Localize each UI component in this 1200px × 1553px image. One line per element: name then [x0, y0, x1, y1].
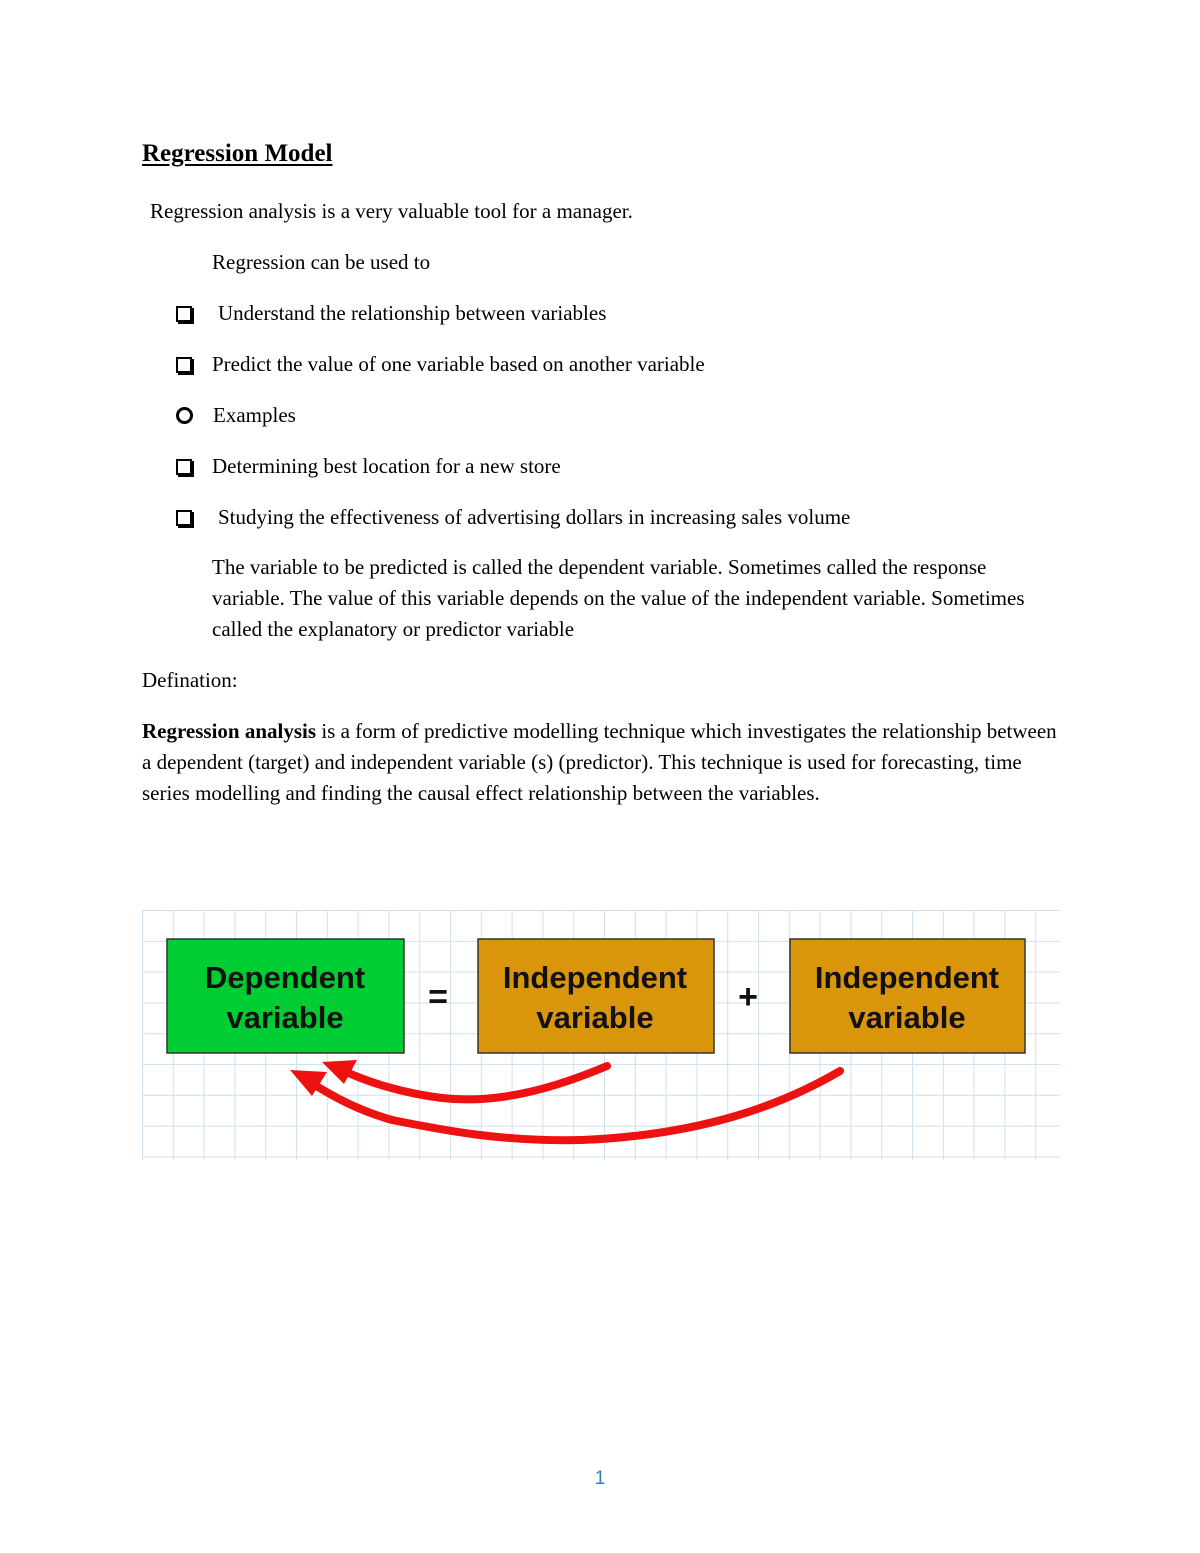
checkbox-bullet-icon	[176, 306, 192, 322]
definition-term: Regression analysis	[142, 719, 317, 743]
dependent-box-line1: Dependent	[204, 960, 366, 995]
page-number: 1	[594, 1468, 606, 1489]
regression-equation-diagram	[142, 910, 1060, 1160]
checkbox-bullet-icon	[176, 357, 192, 373]
dependent-variable-paragraph: The variable to be predicted is called the dependent variable. Sometimes called the response variable. The value of this variable depends on the value of the independent variable. Sometimes called the explanatory or predictor variable	[212, 555, 1025, 641]
bullet-text: Examples	[213, 403, 296, 427]
bullet-text: Studying the effectiveness of advertising dollars in increasing sales volume	[218, 505, 851, 529]
circle-bullet-icon	[176, 407, 193, 424]
bullet-item	[176, 400, 296, 431]
independent-box-1-line1: Independent	[502, 960, 688, 995]
definition-text: is a form of predictive modelling technique which investigates the relationship between a dependent (target) and independent variable (s) (predictor). This technique is used for forecasting, time series modelling and finding the causal effect relationship between the variables.	[142, 719, 1057, 805]
checkbox-bullet-icon	[176, 510, 192, 526]
bullet-text: Predict the value of one variable based on another variable	[212, 352, 705, 376]
independent-variable-box-2	[790, 939, 1025, 1053]
bullet-item	[176, 502, 850, 533]
dependent-variable-box	[167, 939, 404, 1053]
dependent-box-line2: variable	[226, 1000, 344, 1035]
independent-box-2-line1: Independent	[814, 960, 1000, 995]
bullet-item	[176, 349, 705, 380]
checkbox-bullet-icon	[176, 459, 192, 475]
bullet-text: Determining best location for a new store	[212, 454, 561, 478]
independent-box-1-line2: variable	[536, 1000, 654, 1035]
bullet-text: Understand the relationship between variables	[218, 301, 607, 325]
intro-text: Regression analysis is a very valuable tool for a manager.	[150, 199, 633, 223]
plus-sign: +	[738, 978, 758, 1016]
definition-label: Defination:	[142, 668, 238, 692]
page-title: Regression Model	[142, 140, 333, 167]
definition-paragraph	[142, 716, 1062, 809]
independent-variable-box-1	[478, 939, 714, 1053]
equals-sign: =	[428, 978, 448, 1016]
bullet-item	[176, 298, 606, 329]
bullet-item	[176, 451, 561, 482]
used-to-text: Regression can be used to	[212, 250, 431, 274]
independent-box-2-line2: variable	[848, 1000, 966, 1035]
